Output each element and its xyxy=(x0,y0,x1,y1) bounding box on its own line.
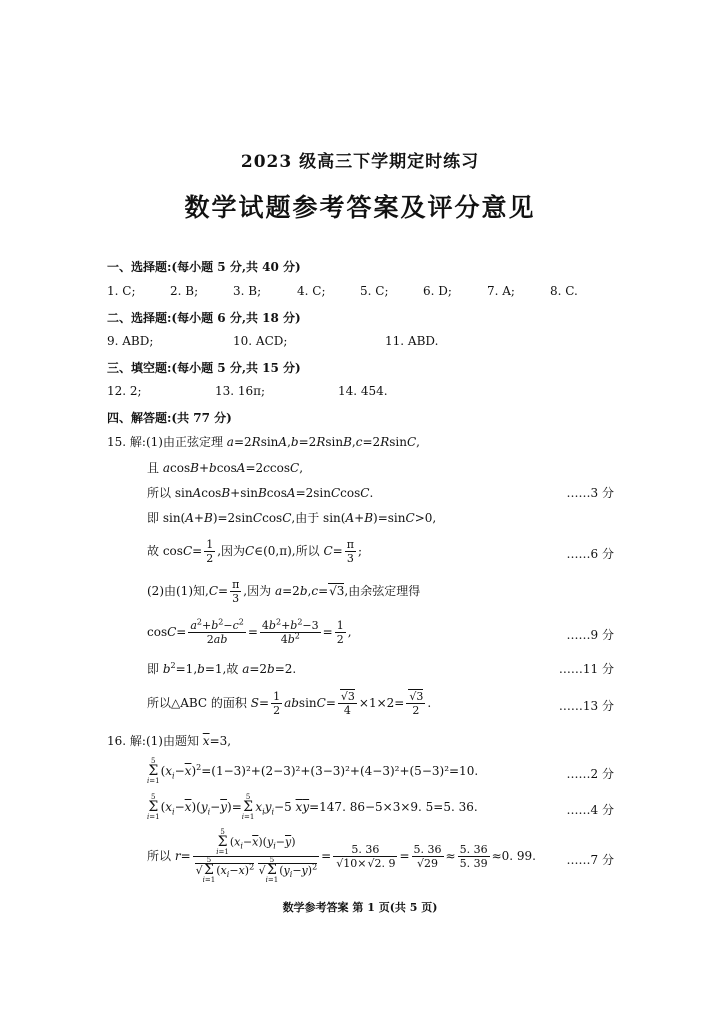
answer-6: 6. D; xyxy=(423,284,452,298)
q15-line-7: cosC= $\frac{a^2+b^2-c^2}{2ab}$ = $\frac{4b^2+b^2-3}{4b^2}$ = $\frac{1}{2}$ , xyxy=(147,617,352,646)
q15-line-3: 所以 sinAcosB+sinBcosA=2sinCcosC. xyxy=(147,486,374,500)
q16-line-2: 5 Σ $i=1(x_i-\overline{x})^2=(1-3)^2+(2-3)^2+(3-3)^2+(4-3)^2+(5-3)^2=10$. xyxy=(147,757,479,785)
q16-intro: 16. 解:(1)由题知 xyxy=(107,734,199,748)
section-2-heading: 二、选择题:(每小题 6 分,共 18 分) xyxy=(107,311,301,325)
answer-8: 8. C. xyxy=(550,284,578,298)
q16-line-1: 16. 解:(1)由题知 $\overline{x}=3$, xyxy=(107,734,232,748)
answer-3: 3. B; xyxy=(233,284,262,298)
q15-line-8: 即 $b^2=1,b=1$,故 a=2b=2. xyxy=(147,661,297,676)
q15-score-13: ……13 分 xyxy=(558,699,614,713)
answer-2: 2. B; xyxy=(170,284,199,298)
answer-11: 11. ABD. xyxy=(385,334,439,348)
page-footer: 数学参考答案 第 1 页(共 5 页) xyxy=(282,901,438,914)
q16-line-4: 所以 r= 5 Σ $i=1(x_i-\overline{x})(y_i-\overline{y})$ √5 Σ $i=1(x_i-\overline{x})^2$ √5 Σ $i=1(y_i-\overline{y})^2$ = $\frac{5. 36}{√10\times√2. 9}$ = $\frac{5. 36}{√29}$ ≈ $\frac{5. 36}{5. 39}$ ≈0. 99. xyxy=(147,828,536,884)
answer-5: 5. C; xyxy=(360,284,389,298)
q15-line-9: 所以△ABC 的面积 S= $\frac{1}{2}$ absinC= $\frac{√3}{4}$ ×1×2= $\frac{√3}{2}$ . xyxy=(147,690,432,717)
answer-7: 7. A; xyxy=(487,284,515,298)
q16-score-7: ……7 分 xyxy=(566,853,614,867)
answer-12: 12. 2; xyxy=(107,384,142,398)
document-title: 数学试题参考答案及评分意见 xyxy=(184,193,536,222)
q15-score-3: ……3 分 xyxy=(566,486,614,500)
answer-4: 4. C; xyxy=(297,284,326,298)
answer-14: 14. 454. xyxy=(338,384,388,398)
answer-13: 13. 16π; xyxy=(215,384,266,398)
q16-score-2: ……2 分 xyxy=(566,767,614,781)
answer-9: 9. ABD; xyxy=(107,334,154,348)
q15-score-11: ……11 分 xyxy=(558,662,614,676)
q15-line-5: 故 cosC= $\frac{1}{2}$ ,因为C∈(0,π),所以 C= $\frac{\pi}{3}$ ; xyxy=(147,538,362,565)
exam-title: 2023 级高三下学期定时练习 xyxy=(240,152,480,172)
section-1-heading: 一、选择题:(每小题 5 分,共 40 分) xyxy=(107,260,301,274)
q15-score-9: ……9 分 xyxy=(566,628,614,642)
q16-score-4: ……4 分 xyxy=(566,803,614,817)
q15-line-1: 15. 解:(1)由正弦定理 a=2RsinA,b=2RsinB,c=2RsinC, xyxy=(107,435,420,449)
q16-line-3: 5 Σ $i=1(x_i-\overline{x})(y_i-\overline{y})=5$ Σ $i=1x_iy_i-5$ $\overline{x}\overline{y}=147$. 86−5×3×9. 5=5. 36. xyxy=(147,793,478,821)
q15-line-4: 即 sin(A+B)=2sinCcosC,由于 sin(A+B)=sinC>0, xyxy=(147,511,437,525)
q15-score-6: ……6 分 xyxy=(566,547,614,561)
answer-1: 1. C; xyxy=(107,284,136,298)
answer-10: 10. ACD; xyxy=(233,334,288,348)
q15-line-2: 且 acosB+bcosA=2ccosC, xyxy=(147,461,304,475)
q15-intro: 15. 解:(1)由正弦定理 xyxy=(107,435,223,449)
section-3-heading: 三、填空题:(每小题 5 分,共 15 分) xyxy=(107,361,301,375)
q15-line-6: (2)由(1)知,C= $\frac{\pi}{3}$ ,因为 a=2b,c=√3,由余弦定理得 xyxy=(147,578,421,605)
section-4-heading: 四、解答题:(共 77 分) xyxy=(107,411,232,425)
